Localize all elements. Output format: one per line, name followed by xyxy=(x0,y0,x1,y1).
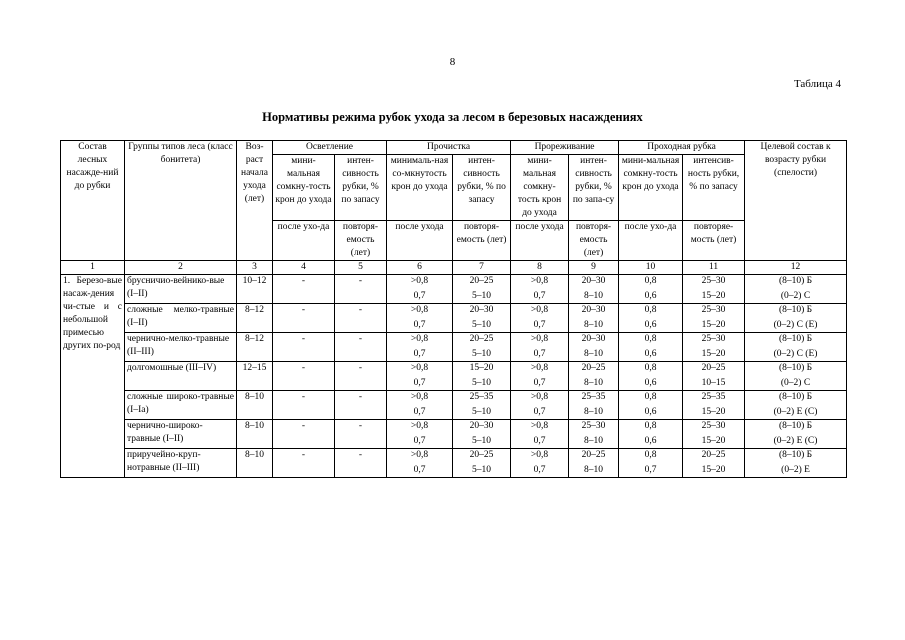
value-before: >0,8 xyxy=(530,334,549,344)
value-after: 5–10 xyxy=(472,407,492,417)
value-before: >0,8 xyxy=(410,305,429,315)
header-lightening: Осветление xyxy=(273,141,387,155)
forest-group-cell: долгомошные (III–IV) xyxy=(125,362,237,391)
column-number: 1 xyxy=(61,261,125,275)
value-before: 20–25 xyxy=(581,363,606,373)
value-cell xyxy=(511,304,569,333)
header-lightening-after: после ухо-да xyxy=(273,221,335,261)
value-after: 5–10 xyxy=(472,320,492,330)
age-cell: 12–15 xyxy=(237,362,273,391)
value-cell: - xyxy=(273,275,335,304)
forest-group-cell: чернично-широко-травные (I–II) xyxy=(125,420,237,449)
header-cleaning: Прочистка xyxy=(387,141,511,155)
value-after: 15–20 xyxy=(701,349,726,359)
value-before: 0,8 xyxy=(644,421,657,431)
value-before: >0,8 xyxy=(530,392,549,402)
header-passing-min-density: мини-мальная сомкну-тость крон до ухода xyxy=(619,155,683,221)
value-before: 20–25 xyxy=(469,334,494,344)
value-after: 0,6 xyxy=(644,349,657,359)
value-cell xyxy=(453,304,511,333)
value-cell xyxy=(511,333,569,362)
value-cell xyxy=(569,449,619,478)
value-after: 5–10 xyxy=(472,378,492,388)
value-cell xyxy=(387,449,453,478)
column-number: 5 xyxy=(335,261,387,275)
value-before: (8–10) Б xyxy=(778,421,813,431)
value-before: >0,8 xyxy=(410,450,429,460)
column-number: 4 xyxy=(273,261,335,275)
value-cell xyxy=(683,275,745,304)
value-after: 15–20 xyxy=(701,465,726,475)
value-after: (0–2) С (Е) xyxy=(773,320,818,330)
table-row xyxy=(61,333,847,362)
value-after: (0–2) Е (С) xyxy=(773,407,818,417)
value-after: 8–10 xyxy=(584,349,604,359)
value-cell xyxy=(511,449,569,478)
value-after: 0,6 xyxy=(644,291,657,301)
value-after: (0–2) С xyxy=(780,378,811,388)
table-body xyxy=(61,275,847,478)
table-row xyxy=(61,420,847,449)
value-cell xyxy=(683,420,745,449)
value-cell xyxy=(569,304,619,333)
forest-group-cell: сложные широко-травные (I–Ia) xyxy=(125,391,237,420)
value-after: 15–20 xyxy=(701,407,726,417)
value-cell xyxy=(569,420,619,449)
value-before: 20–30 xyxy=(581,334,606,344)
header-cleaning-after: после ухода xyxy=(387,221,453,261)
value-before: 25–35 xyxy=(701,392,726,402)
value-cell xyxy=(569,391,619,420)
value-cell xyxy=(453,275,511,304)
value-cell xyxy=(745,391,847,420)
header-cleaning-min-density: минималь-ная со-мкнутость крон до ухода xyxy=(387,155,453,221)
value-cell xyxy=(745,420,847,449)
table-title: Нормативы режима рубок ухода за лесом в березовых насаждениях xyxy=(262,110,643,124)
age-cell: 8–12 xyxy=(237,304,273,333)
header-passing-repeat: повторяе-мость (лет) xyxy=(683,221,745,261)
table-row xyxy=(61,275,847,304)
value-cell xyxy=(511,362,569,391)
value-after: 15–20 xyxy=(701,436,726,446)
value-cell xyxy=(619,333,683,362)
header-passing-after: после ухо-да xyxy=(619,221,683,261)
value-cell xyxy=(569,333,619,362)
value-before: 25–35 xyxy=(469,392,494,402)
value-before: (8–10) Б xyxy=(778,392,813,402)
value-cell xyxy=(683,333,745,362)
value-after: 0,7 xyxy=(533,465,546,475)
value-after: 0,6 xyxy=(644,407,657,417)
value-cell xyxy=(745,275,847,304)
value-after: (0–2) Е xyxy=(781,465,810,475)
value-before: 20–30 xyxy=(469,421,494,431)
value-cell: - xyxy=(273,304,335,333)
column-number: 6 xyxy=(387,261,453,275)
column-number: 8 xyxy=(511,261,569,275)
value-cell: - xyxy=(335,275,387,304)
column-number: 11 xyxy=(683,261,745,275)
age-cell: 10–12 xyxy=(237,275,273,304)
value-after: 8–10 xyxy=(584,320,604,330)
value-cell: - xyxy=(335,304,387,333)
value-cell xyxy=(745,333,847,362)
header-start-age: Воз-раст начала ухода (лет) xyxy=(237,141,273,261)
value-before: 20–25 xyxy=(701,450,726,460)
value-before: 20–25 xyxy=(469,276,494,286)
value-before: 20–25 xyxy=(701,363,726,373)
value-after: 8–10 xyxy=(584,378,604,388)
value-after: 0,7 xyxy=(533,320,546,330)
column-number: 3 xyxy=(237,261,273,275)
value-after: 0,6 xyxy=(644,320,657,330)
value-after: 15–20 xyxy=(701,320,726,330)
value-cell xyxy=(619,391,683,420)
value-after: (0–2) С xyxy=(780,291,811,301)
age-cell: 8–10 xyxy=(237,449,273,478)
table-row xyxy=(61,362,847,391)
value-before: 0,8 xyxy=(644,334,657,344)
value-after: 0,7 xyxy=(413,407,426,417)
value-cell: - xyxy=(273,449,335,478)
value-after: 10–15 xyxy=(701,378,726,388)
value-cell xyxy=(387,362,453,391)
norms-table xyxy=(60,140,847,478)
value-after: 0,7 xyxy=(413,349,426,359)
header-thinning: Прореживание xyxy=(511,141,619,155)
value-after: 8–10 xyxy=(584,465,604,475)
value-cell xyxy=(619,362,683,391)
value-before: (8–10) Б xyxy=(778,334,813,344)
value-before: 25–30 xyxy=(701,276,726,286)
value-cell: - xyxy=(335,333,387,362)
table-number: Таблица 4 xyxy=(793,78,841,90)
value-cell xyxy=(745,304,847,333)
value-cell xyxy=(745,362,847,391)
table-row xyxy=(61,304,847,333)
age-cell: 8–12 xyxy=(237,333,273,362)
value-before: >0,8 xyxy=(410,421,429,431)
value-before: 25–30 xyxy=(581,421,606,431)
value-before: 20–30 xyxy=(581,305,606,315)
header-lightening-repeat: повторя-емость (лет) xyxy=(335,221,387,261)
column-numbers-row xyxy=(61,261,847,275)
value-before: (8–10) Б xyxy=(778,305,813,315)
value-before: 0,8 xyxy=(644,276,657,286)
value-cell xyxy=(453,362,511,391)
value-cell xyxy=(619,420,683,449)
value-after: 0,7 xyxy=(533,378,546,388)
value-after: 0,6 xyxy=(644,378,657,388)
value-after: 0,7 xyxy=(413,465,426,475)
value-before: >0,8 xyxy=(530,421,549,431)
value-before: 20–30 xyxy=(581,276,606,286)
header-target-composition: Целевой состав к возрасту рубки (спелости) xyxy=(745,141,847,261)
value-after: 0,7 xyxy=(644,465,657,475)
header-passing-cut: Проходная рубка xyxy=(619,141,745,155)
value-cell xyxy=(569,362,619,391)
header-lightening-intensity: интен-сивность рубки, % по запасу xyxy=(335,155,387,221)
table-row xyxy=(61,391,847,420)
header-cleaning-intensity: интен-сивность рубки, % по запасу xyxy=(453,155,511,221)
column-number: 7 xyxy=(453,261,511,275)
value-after: 8–10 xyxy=(584,436,604,446)
value-after: 8–10 xyxy=(584,291,604,301)
value-cell: - xyxy=(273,333,335,362)
value-before: 0,8 xyxy=(644,450,657,460)
composition-cell: 1. Березо-вые насаж-дения чи-стые и с небольшой примесью других по-род xyxy=(61,275,125,478)
column-number: 9 xyxy=(569,261,619,275)
value-cell: - xyxy=(335,362,387,391)
header-thinning-intensity: интен-сивность рубки, % по запа-су xyxy=(569,155,619,221)
value-before: 25–30 xyxy=(701,421,726,431)
value-before: (8–10) Б xyxy=(778,450,813,460)
value-after: 0,7 xyxy=(533,291,546,301)
value-cell xyxy=(453,391,511,420)
value-after: 5–10 xyxy=(472,291,492,301)
value-after: 15–20 xyxy=(701,291,726,301)
value-after: 0,7 xyxy=(413,378,426,388)
value-before: >0,8 xyxy=(410,392,429,402)
value-cell xyxy=(387,275,453,304)
value-before: 20–25 xyxy=(581,450,606,460)
header-passing-intensity: интенсив-ность рубки, % по запасу xyxy=(683,155,745,221)
value-before: >0,8 xyxy=(410,363,429,373)
value-before: 15–20 xyxy=(469,363,494,373)
value-cell xyxy=(511,391,569,420)
value-before: 20–25 xyxy=(469,450,494,460)
value-after: 0,6 xyxy=(644,436,657,446)
value-cell: - xyxy=(273,391,335,420)
header-thinning-min-density: мини-мальная сомкну-тость крон до ухода xyxy=(511,155,569,221)
value-cell: - xyxy=(335,449,387,478)
value-before: 0,8 xyxy=(644,392,657,402)
value-cell xyxy=(511,275,569,304)
value-before: 25–30 xyxy=(701,305,726,315)
value-cell xyxy=(387,333,453,362)
header-thinning-repeat: повторя-емость (лет) xyxy=(569,221,619,261)
forest-group-cell: брусничио-вейнико-вые (I–II) xyxy=(125,275,237,304)
value-cell xyxy=(683,362,745,391)
header-lightening-min-density: мини-мальная сомкну-тость крон до ухода xyxy=(273,155,335,221)
value-cell: - xyxy=(273,362,335,391)
column-number: 2 xyxy=(125,261,237,275)
value-after: (0–2) С (Е) xyxy=(773,349,818,359)
value-cell xyxy=(745,449,847,478)
header-forest-groups: Группы типов леса (класс бонитета) xyxy=(125,141,237,261)
value-before: 0,8 xyxy=(644,363,657,373)
value-cell xyxy=(387,304,453,333)
value-cell xyxy=(387,420,453,449)
header-composition: Состав лесных насажде-ний до рубки xyxy=(61,141,125,261)
column-number: 10 xyxy=(619,261,683,275)
value-after: 8–10 xyxy=(584,407,604,417)
value-before: 0,8 xyxy=(644,305,657,315)
header-thinning-after: после ухода xyxy=(511,221,569,261)
value-before: >0,8 xyxy=(530,363,549,373)
value-after: (0–2) Е (С) xyxy=(773,436,818,446)
value-cell xyxy=(453,449,511,478)
value-after: 5–10 xyxy=(472,349,492,359)
value-before: >0,8 xyxy=(530,450,549,460)
value-cell xyxy=(683,391,745,420)
value-before: >0,8 xyxy=(410,276,429,286)
age-cell: 8–10 xyxy=(237,391,273,420)
forest-group-cell: приручейно-круп-нотравные (II–III) xyxy=(125,449,237,478)
value-after: 5–10 xyxy=(472,436,492,446)
value-after: 0,7 xyxy=(533,407,546,417)
value-cell xyxy=(619,304,683,333)
value-after: 0,7 xyxy=(413,320,426,330)
value-after: 5–10 xyxy=(472,465,492,475)
value-after: 0,7 xyxy=(413,291,426,301)
value-cell: - xyxy=(335,420,387,449)
header-cleaning-repeat: повторя-емость (лет) xyxy=(453,221,511,261)
value-cell xyxy=(511,420,569,449)
value-before: 25–30 xyxy=(701,334,726,344)
value-before: 25–35 xyxy=(581,392,606,402)
value-cell xyxy=(619,275,683,304)
table-row xyxy=(61,449,847,478)
value-before: (8–10) Б xyxy=(778,276,813,286)
value-after: 0,7 xyxy=(413,436,426,446)
value-before: >0,8 xyxy=(410,334,429,344)
forest-group-cell: чернично-мелко-травные (II–III) xyxy=(125,333,237,362)
value-cell xyxy=(387,391,453,420)
value-before: (8–10) Б xyxy=(778,363,813,373)
value-after: 0,7 xyxy=(533,436,546,446)
value-cell xyxy=(683,449,745,478)
value-cell xyxy=(453,420,511,449)
value-after: 0,7 xyxy=(533,349,546,359)
value-cell: - xyxy=(273,420,335,449)
value-before: >0,8 xyxy=(530,305,549,315)
value-cell xyxy=(569,275,619,304)
column-number: 12 xyxy=(745,261,847,275)
page-number: 8 xyxy=(449,56,456,68)
value-cell xyxy=(619,449,683,478)
forest-group-cell: сложные мелко-травные (I–II) xyxy=(125,304,237,333)
age-cell: 8–10 xyxy=(237,420,273,449)
value-cell: - xyxy=(335,391,387,420)
value-before: >0,8 xyxy=(530,276,549,286)
value-cell xyxy=(683,304,745,333)
value-before: 20–30 xyxy=(469,305,494,315)
value-cell xyxy=(453,333,511,362)
